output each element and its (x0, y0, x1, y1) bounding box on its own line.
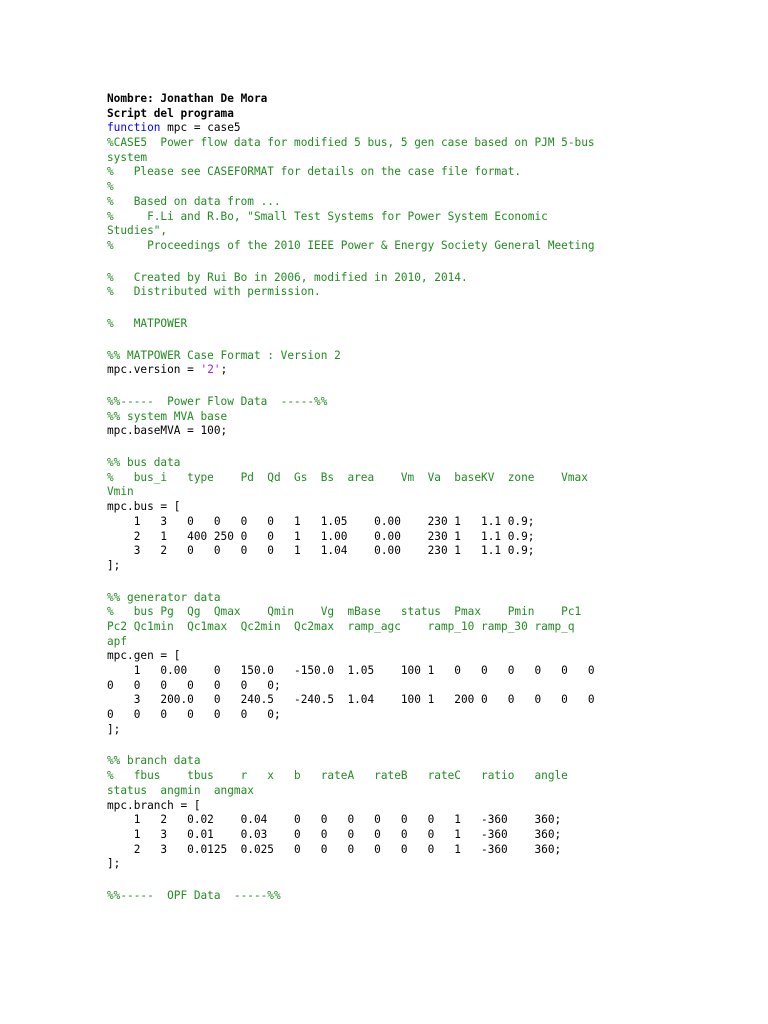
function-signature: mpc = case5 (160, 121, 241, 135)
comment-line: %CASE5 Power flow data for modified 5 bus, 5 gen case based on PJM 5-bus (107, 136, 595, 150)
code-line: 1 2 0.02 0.04 0 0 0 0 0 0 1 -360 360; (107, 813, 562, 827)
string-literal: '2' (200, 363, 221, 377)
code-line: 1 3 0.01 0.03 0 0 0 0 0 0 1 -360 360; (107, 827, 562, 841)
code-text: ; (220, 363, 228, 377)
blank-line (107, 872, 667, 889)
comment-line: %% bus data (107, 456, 181, 470)
comment-line: % fbus tbus r x b rateA rateB rateC ratio angle (107, 769, 568, 783)
comment-line: % (107, 180, 114, 194)
comment-line: % Proceedings of the 2010 IEEE Power & Energy Society General Meeting (107, 238, 595, 252)
comment-line: % MATPOWER (107, 316, 188, 330)
comment-line: %% MATPOWER Case Format : Version 2 (107, 348, 341, 362)
comment-line: %% system MVA base (107, 409, 228, 423)
comment-line: % Created by Rui Bo in 2006, modified in 2010, 2014. (107, 270, 468, 284)
code-line: 2 1 400 250 0 0 1 1.00 0.00 230 1 1.1 0.9; (107, 529, 535, 543)
comment-line: Vmin (107, 485, 134, 499)
code-line: 1 3 0 0 0 0 1 1.05 0.00 230 1 1.1 0.9; (107, 514, 535, 528)
comment-line: system (107, 150, 148, 164)
comment-line: % bus_i type Pd Qd Gs Bs area Vm Va baseKV zone Vmax (107, 470, 588, 484)
comment-line: apf (107, 634, 128, 648)
blank-line (107, 574, 667, 591)
code-line: 3 200.0 0 240.5 -240.5 1.04 100 1 200 0 0 0 0 0 (107, 693, 595, 707)
code-line: 2 3 0.0125 0.025 0 0 0 0 0 0 1 -360 360; (107, 842, 562, 856)
blank-line (107, 737, 667, 754)
code-line: mpc.gen = [ (107, 649, 181, 663)
comment-line: % bus Pg Qg Qmax Qmin Vg mBase status Pmax Pmin Pc1 (107, 605, 582, 619)
document-page (107, 92, 667, 904)
code-line: mpc.branch = [ (107, 798, 201, 812)
code-listing (107, 121, 667, 903)
blank-line (107, 300, 667, 317)
author-name: Nombre: Jonathan De Mora (107, 92, 268, 105)
keyword-function: function (107, 121, 161, 135)
comment-line: %%----- OPF Data -----%% (107, 888, 281, 902)
blank-line (107, 439, 667, 456)
code-line: mpc.bus = [ (107, 500, 181, 514)
code-line: 0 0 0 0 0 0 0; (107, 708, 281, 722)
code-line: 3 2 0 0 0 0 1 1.04 0.00 230 1 1.1 0.9; (107, 544, 535, 558)
comment-line: Pc2 Qc1min Qc1max Qc2min Qc2max ramp_agc ramp_10 ramp_30 ramp_q (107, 619, 575, 633)
comment-line: %% generator data (107, 590, 221, 604)
blank-line (107, 254, 667, 271)
comment-line: % Please see CASEFORMAT for details on the case file format. (107, 165, 522, 179)
comment-line: %%----- Power Flow Data -----%% (107, 395, 328, 408)
script-title: Script del programa (107, 106, 234, 120)
code-line (107, 363, 667, 378)
comment-line: status angmin angmax (107, 783, 254, 797)
blank-line (107, 332, 667, 349)
blank-line (107, 378, 667, 395)
comment-line: %% branch data (107, 754, 201, 768)
comment-line: Studies", (107, 224, 168, 238)
code-line: 0 0 0 0 0 0 0; (107, 678, 281, 692)
comment-line: % Based on data from ... (107, 194, 281, 208)
comment-line: % Distributed with permission. (107, 285, 321, 299)
code-text: mpc.version = (107, 363, 201, 377)
code-line: 1 0.00 0 150.0 -150.0 1.05 100 1 0 0 0 0 0 0 (107, 664, 595, 677)
function-declaration (107, 121, 667, 136)
code-line: mpc.baseMVA = 100; (107, 424, 228, 438)
comment-line: % F.Li and R.Bo, "Small Test Systems for Power System Economic (107, 209, 548, 223)
code-line: ]; (107, 558, 121, 572)
code-line: ]; (107, 857, 121, 871)
code-line: ]; (107, 722, 121, 736)
